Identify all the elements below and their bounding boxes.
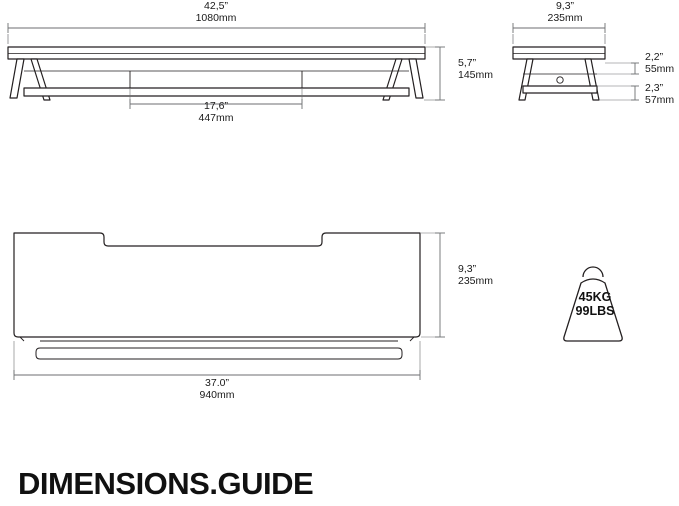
side-upper-imperial: 2,2” <box>645 51 664 63</box>
brand-wordmark: DIMENSIONS.GUIDE <box>18 466 314 501</box>
side-width-metric: 235mm <box>547 12 583 24</box>
side-width-dimension <box>530 0 600 24</box>
side-lower-metric: 57mm <box>645 94 675 106</box>
front-inner-imperial: 17,6” <box>204 100 228 112</box>
side-elevation-drawing <box>505 14 675 144</box>
side-upper-metric: 55mm <box>645 63 675 75</box>
side-lower-imperial: 2,3” <box>645 82 664 94</box>
weight-kg: 45KG <box>578 290 612 304</box>
front-height-imperial: 5,7” <box>458 57 477 69</box>
side-width-imperial: 9,3” <box>555 0 575 12</box>
top-depth-metric: 235mm <box>458 275 494 287</box>
top-width-imperial: 37.0” <box>205 377 229 389</box>
top-depth-dimension <box>458 263 518 287</box>
front-width-metric: 1080mm <box>195 12 237 24</box>
front-inner-dimension <box>133 100 299 124</box>
front-width-imperial: 42,5” <box>204 0 228 12</box>
front-elevation-drawing <box>0 14 470 154</box>
front-height-metric: 145mm <box>458 69 494 81</box>
top-width-dimension <box>134 377 300 401</box>
top-depth-imperial: 9,3” <box>458 263 477 275</box>
weight-label <box>540 290 650 318</box>
side-upper-dimension <box>645 51 679 75</box>
side-lower-dimension <box>645 82 679 106</box>
top-width-metric: 940mm <box>199 389 235 401</box>
front-inner-metric: 447mm <box>198 112 234 124</box>
weight-lbs: 99LBS <box>575 304 615 318</box>
front-width-dimension <box>133 0 299 24</box>
